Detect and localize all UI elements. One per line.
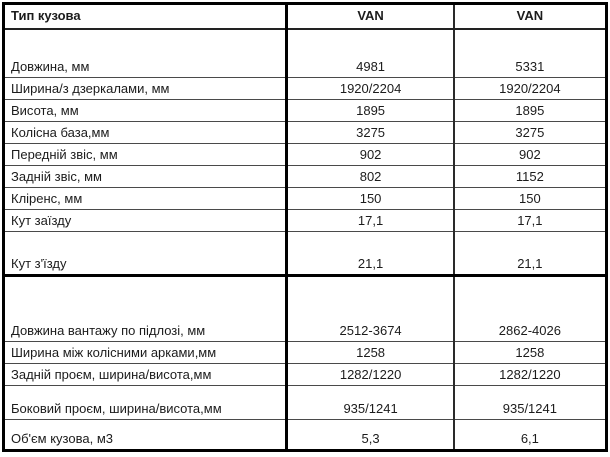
header-van-2: VAN xyxy=(454,4,607,29)
spec-value-cell-van2: 902 xyxy=(454,144,607,166)
spec-value-cell-van2: 1895 xyxy=(454,100,607,122)
spec-value-cell-van1: 935/1241 xyxy=(287,386,454,420)
spec-row xyxy=(4,188,607,210)
spec-value-cell-van2: 3275 xyxy=(454,122,607,144)
spec-label-cell: Боковий проєм, ширина/висота,мм xyxy=(4,386,287,420)
header-row xyxy=(4,4,607,29)
spec-value-cell-van1: 3275 xyxy=(287,122,454,144)
spec-value-cell-van2: 935/1241 xyxy=(454,386,607,420)
spec-label-cell: Довжина вантажу по підлозі, мм xyxy=(4,276,287,342)
spec-label-cell: Об'єм кузова, м3 xyxy=(4,420,287,451)
spec-value-cell-van2: 1282/1220 xyxy=(454,364,607,386)
spec-label-cell: Кут заїзду xyxy=(4,210,287,232)
spec-label-cell: Передній звіс, мм xyxy=(4,144,287,166)
spec-row xyxy=(4,29,607,78)
spec-label-cell: Кліренс, мм xyxy=(4,188,287,210)
spec-value-cell-van2: 5331 xyxy=(454,29,607,78)
spec-value-cell-van1: 17,1 xyxy=(287,210,454,232)
spec-row xyxy=(4,144,607,166)
spec-value-cell-van1: 902 xyxy=(287,144,454,166)
spec-value-cell-van1: 802 xyxy=(287,166,454,188)
spec-value-cell-van1: 1895 xyxy=(287,100,454,122)
spec-row xyxy=(4,420,607,451)
spec-row xyxy=(4,232,607,276)
spec-value-cell-van2: 1920/2204 xyxy=(454,78,607,100)
spec-value-cell-van1: 1282/1220 xyxy=(287,364,454,386)
spec-row xyxy=(4,276,607,342)
spec-value-cell-van2: 2862-4026 xyxy=(454,276,607,342)
spec-label-cell: Довжина, мм xyxy=(4,29,287,78)
spec-value-cell-van2: 17,1 xyxy=(454,210,607,232)
spec-value-cell-van1: 150 xyxy=(287,188,454,210)
spec-row xyxy=(4,166,607,188)
spec-row xyxy=(4,78,607,100)
spec-value-cell-van2: 21,1 xyxy=(454,232,607,276)
spec-row xyxy=(4,386,607,420)
spec-row xyxy=(4,364,607,386)
spec-label-cell: Кут з'їзду xyxy=(4,232,287,276)
spec-value-cell-van1: 1258 xyxy=(287,342,454,364)
spec-label-cell: Колісна база,мм xyxy=(4,122,287,144)
spec-label-cell: Ширина/з дзеркалами, мм xyxy=(4,78,287,100)
spec-value-cell-van2: 150 xyxy=(454,188,607,210)
header-body-type: Тип кузова xyxy=(4,4,287,29)
spec-value-cell-van2: 1258 xyxy=(454,342,607,364)
spec-table-body xyxy=(4,29,607,451)
spec-label-cell: Задній проєм, ширина/висота,мм xyxy=(4,364,287,386)
spec-label-cell: Ширина між колісними арками,мм xyxy=(4,342,287,364)
spec-label-cell: Висота, мм xyxy=(4,100,287,122)
body-type-spec-table xyxy=(2,2,608,452)
spec-row xyxy=(4,210,607,232)
spec-value-cell-van1: 21,1 xyxy=(287,232,454,276)
spec-value-cell-van2: 6,1 xyxy=(454,420,607,451)
header-van-1: VAN xyxy=(287,4,454,29)
spec-value-cell-van1: 4981 xyxy=(287,29,454,78)
spec-row xyxy=(4,100,607,122)
spec-value-cell-van2: 1152 xyxy=(454,166,607,188)
spec-row xyxy=(4,342,607,364)
spec-value-cell-van1: 2512-3674 xyxy=(287,276,454,342)
spec-label-cell: Задній звіс, мм xyxy=(4,166,287,188)
spec-row xyxy=(4,122,607,144)
spec-value-cell-van1: 5,3 xyxy=(287,420,454,451)
spec-value-cell-van1: 1920/2204 xyxy=(287,78,454,100)
